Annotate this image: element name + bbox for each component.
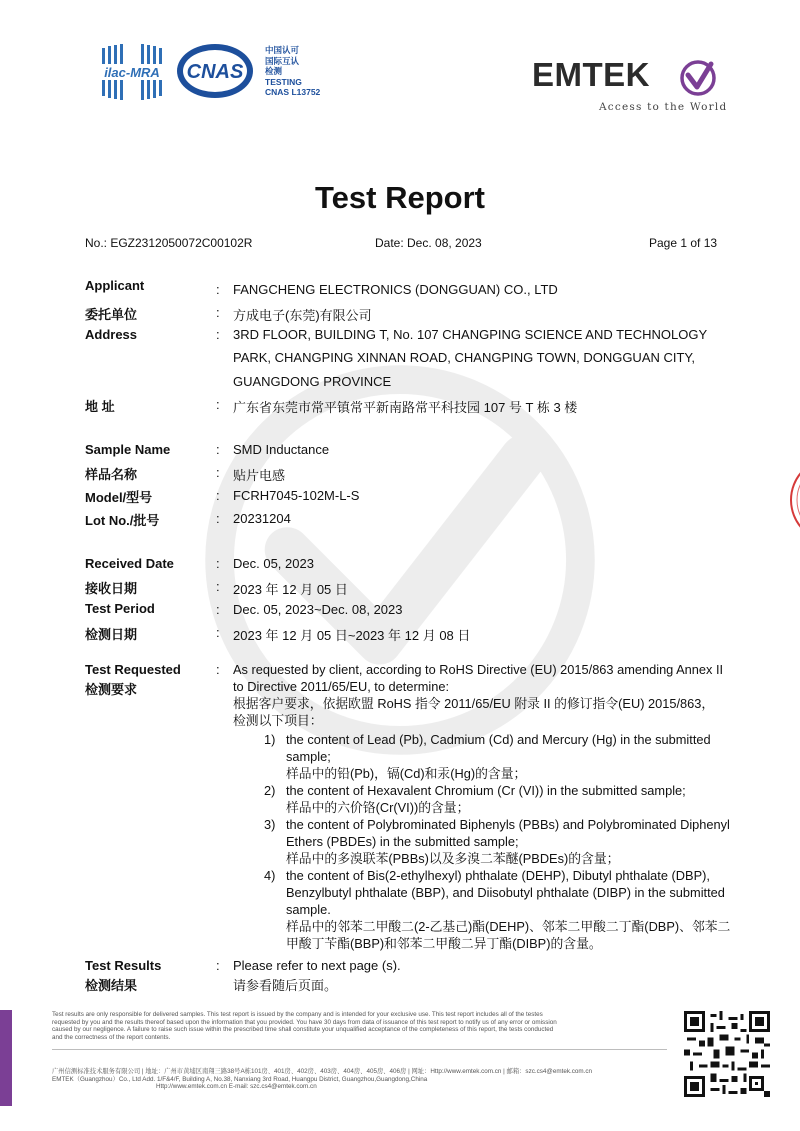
page-title: Test Report xyxy=(315,180,485,215)
item-line: the content of Bis(2-ethylhexyl) phthalate (DEHP), Dibutyl phthalate (DBP), xyxy=(286,868,710,883)
item-line: Ethers (PBDEs) in the submitted sample; xyxy=(286,834,519,849)
colon: : xyxy=(216,556,220,571)
item-number: 4) xyxy=(264,868,276,883)
test-item xyxy=(264,816,754,867)
requested-line: As requested by client, according to RoHS Directive (EU) 2015/863 amending Annex II xyxy=(233,662,724,677)
test-period-value: Dec. 05, 2023~Dec. 08, 2023 xyxy=(233,602,403,617)
footer-divider xyxy=(52,1049,667,1050)
test-results-value: Please refer to next page (s). xyxy=(233,958,401,973)
disclaimer-text xyxy=(52,1011,672,1041)
item-number: 2) xyxy=(264,783,276,798)
cnas-line: 国际互认 xyxy=(265,55,300,66)
colon: : xyxy=(216,327,220,342)
company-line: EMTEK（Guangzhou）Co., Ltd Add. 1/F&4/F, Building A, No.38, Nanxiang 3rd Road, Huangpu District, Guangzhou,Guangdong,China xyxy=(52,1075,428,1083)
test-requested-intro xyxy=(233,661,753,729)
item-line: the content of Hexavalent Chromium (Cr (VI)) in the submitted sample; xyxy=(286,783,686,798)
item-number: 1) xyxy=(264,732,276,747)
test-period-label: Test Period xyxy=(85,601,155,616)
company-line: 广州信测标准技术服务有限公司 | 地址：广州市黄埔区南翔三路38号A栋101房、401房、402房、403房、404房、405房、406房 | 网址：Http://www.emtek.com.cn | 邮箱：szc.cs4@emtek.com.cn xyxy=(52,1068,593,1075)
item-line: the content of Polybrominated Biphenyls (PBBs) and Polybrominated Diphenyl xyxy=(286,817,730,832)
company-info xyxy=(52,1068,672,1091)
item-line: 样品中的铅(Pb)，镉(Cd)和汞(Hg)的含量； xyxy=(286,766,527,781)
colon: : xyxy=(216,442,220,457)
footer-accent-bar xyxy=(0,1010,12,1106)
item-line: Benzylbutyl phthalate (BBP), and Diisobutyl phthalate (DIBP) in the submitted xyxy=(286,885,725,900)
report-number: No.: EGZ2312050072C00102R xyxy=(85,236,253,250)
disclaimer-line: caused by our negligence. A failure to raise such issue within the prescribed time shall constitute your unqualified acceptance of the completeness of this report, the tests conducted xyxy=(52,1026,554,1034)
applicant-label: Applicant xyxy=(85,278,145,293)
page-number: Page 1 of 13 xyxy=(649,236,718,250)
colon: : xyxy=(216,579,220,594)
model-label: Model/型号 xyxy=(85,490,153,505)
emtek-brand xyxy=(532,56,650,94)
colon: : xyxy=(216,958,220,973)
colon: : xyxy=(216,662,220,677)
cnas-line: CNAS L13752 xyxy=(265,87,321,97)
sample-name-label: Sample Name xyxy=(85,442,171,457)
cnas-line: TESTING xyxy=(265,76,302,87)
cnas-line: 中国认可 xyxy=(265,45,300,55)
requested-line: 检测以下项目： xyxy=(233,713,323,728)
cnas-accreditation-text xyxy=(265,45,320,98)
red-stamp-icon xyxy=(788,455,800,545)
test-requested-cn-label: 检测要求 xyxy=(85,682,138,697)
colon: : xyxy=(216,282,220,297)
test-period-cn-value: 2023 年 12 月 05 日~2023 年 12 月 08 日 xyxy=(233,628,471,643)
requested-line: to Directive 2011/65/EU, to determine: xyxy=(233,679,449,694)
test-item xyxy=(264,782,754,816)
cnas-logo-icon xyxy=(175,42,255,100)
item-number: 3) xyxy=(264,817,276,832)
emtek-check-logo-icon xyxy=(678,58,718,98)
sample-name-cn-value: 贴片电感 xyxy=(233,468,286,483)
colon: : xyxy=(216,511,220,526)
address-line: GUANGDONG PROVINCE xyxy=(233,374,392,389)
item-line: 样品中的多溴联苯(PBBs)以及多溴二苯醚(PBDEs)的含量； xyxy=(286,851,620,866)
received-date-label: Received Date xyxy=(85,556,174,571)
test-requested-label: Test Requested xyxy=(85,662,181,677)
qr-code-icon[interactable] xyxy=(684,1011,770,1097)
address-line: 3RD FLOOR, BUILDING T, No. 107 CHANGPING SCIENCE AND TECHNOLOGY xyxy=(233,327,708,342)
disclaimer-line: Test results are only responsible for delivered samples. This test report is issued by the company and is intended for your exclusive use. This test report includes all of the testes xyxy=(52,1011,543,1018)
sample-name-value: SMD Inductance xyxy=(233,442,330,457)
colon: : xyxy=(216,602,220,617)
lot-value: 20231204 xyxy=(233,511,291,526)
lot-label: Lot No./批号 xyxy=(85,513,160,528)
test-item-list xyxy=(264,731,754,952)
cnas-logo-text: CNAS xyxy=(186,61,244,83)
disclaimer-line: requested by you and the results thereof based upon the information that you provided. You have 30 days from data of issuance of this test report to notify us of any error or omission xyxy=(52,1018,557,1026)
applicant-cn-value: 方成电子(东莞)有限公司 xyxy=(233,308,372,323)
address-cn-label: 地 址 xyxy=(85,399,115,414)
received-date-value: Dec. 05, 2023 xyxy=(233,556,314,571)
address-line: PARK, CHANGPING XINNAN ROAD, CHANGPING TOWN, DONGGUAN CITY, xyxy=(233,350,696,365)
applicant-value: FANGCHENG ELECTRONICS (DONGGUAN) CO., LTD xyxy=(233,282,558,297)
report-date: Date: Dec. 08, 2023 xyxy=(375,236,482,250)
test-results-cn-value: 请参看随后页面。 xyxy=(233,978,338,993)
colon: : xyxy=(216,305,220,320)
test-period-cn-label: 检测日期 xyxy=(85,627,138,642)
item-line: 样品中的六价铬(Cr(VI))的含量； xyxy=(286,800,470,815)
company-line: Http://www.emtek.com.cn E-mail: szc.cs4@emtek.com.cn xyxy=(156,1083,317,1091)
received-date-cn-label: 接收日期 xyxy=(85,581,138,596)
applicant-cn-label: 委托单位 xyxy=(85,307,138,322)
item-line: sample. xyxy=(286,902,331,917)
test-results-cn-label: 检测结果 xyxy=(85,978,138,993)
received-date-cn-value: 2023 年 12 月 05 日 xyxy=(233,582,348,597)
test-item xyxy=(264,731,754,782)
test-item xyxy=(264,867,754,952)
item-line: 甲酸丁苄酯(BBP)和邻苯二甲酸二异丁酯(DIBP)的含量。 xyxy=(286,936,602,951)
ilac-logo-text: ilac-MRA xyxy=(104,65,160,80)
item-line: sample; xyxy=(286,749,331,764)
test-results-label: Test Results xyxy=(85,958,162,973)
item-line: 样品中的邻苯二甲酸二(2-乙基己)酯(DEHP)、邻苯二甲酸二丁酯(DBP)、邻苯二 xyxy=(286,919,731,934)
brand-tagline: Access to the World xyxy=(599,101,728,113)
disclaimer-line: and the correctness of the report contents. xyxy=(52,1033,171,1041)
colon: : xyxy=(216,397,220,412)
cnas-line: 检测 xyxy=(265,66,283,76)
brand-name: EMTEK xyxy=(532,56,650,93)
ilac-mra-logo-icon xyxy=(98,44,166,100)
colon: : xyxy=(216,465,220,480)
model-value: FCRH7045-102M-L-S xyxy=(233,488,360,503)
colon: : xyxy=(216,488,220,503)
address-label: Address xyxy=(85,327,138,342)
requested-line: 根据客户要求，依据欧盟 RoHS 指令 2011/65/EU 附录 II 的修订指令(EU) 2015/863， xyxy=(233,696,715,711)
item-line: the content of Lead (Pb), Cadmium (Cd) and Mercury (Hg) in the submitted xyxy=(286,732,711,747)
address-cn-value: 广东省东莞市常平镇常平新南路常平科技园 107 号 T 栋 3 楼 xyxy=(233,400,578,415)
sample-name-cn-label: 样品名称 xyxy=(85,467,138,482)
colon: : xyxy=(216,625,220,640)
